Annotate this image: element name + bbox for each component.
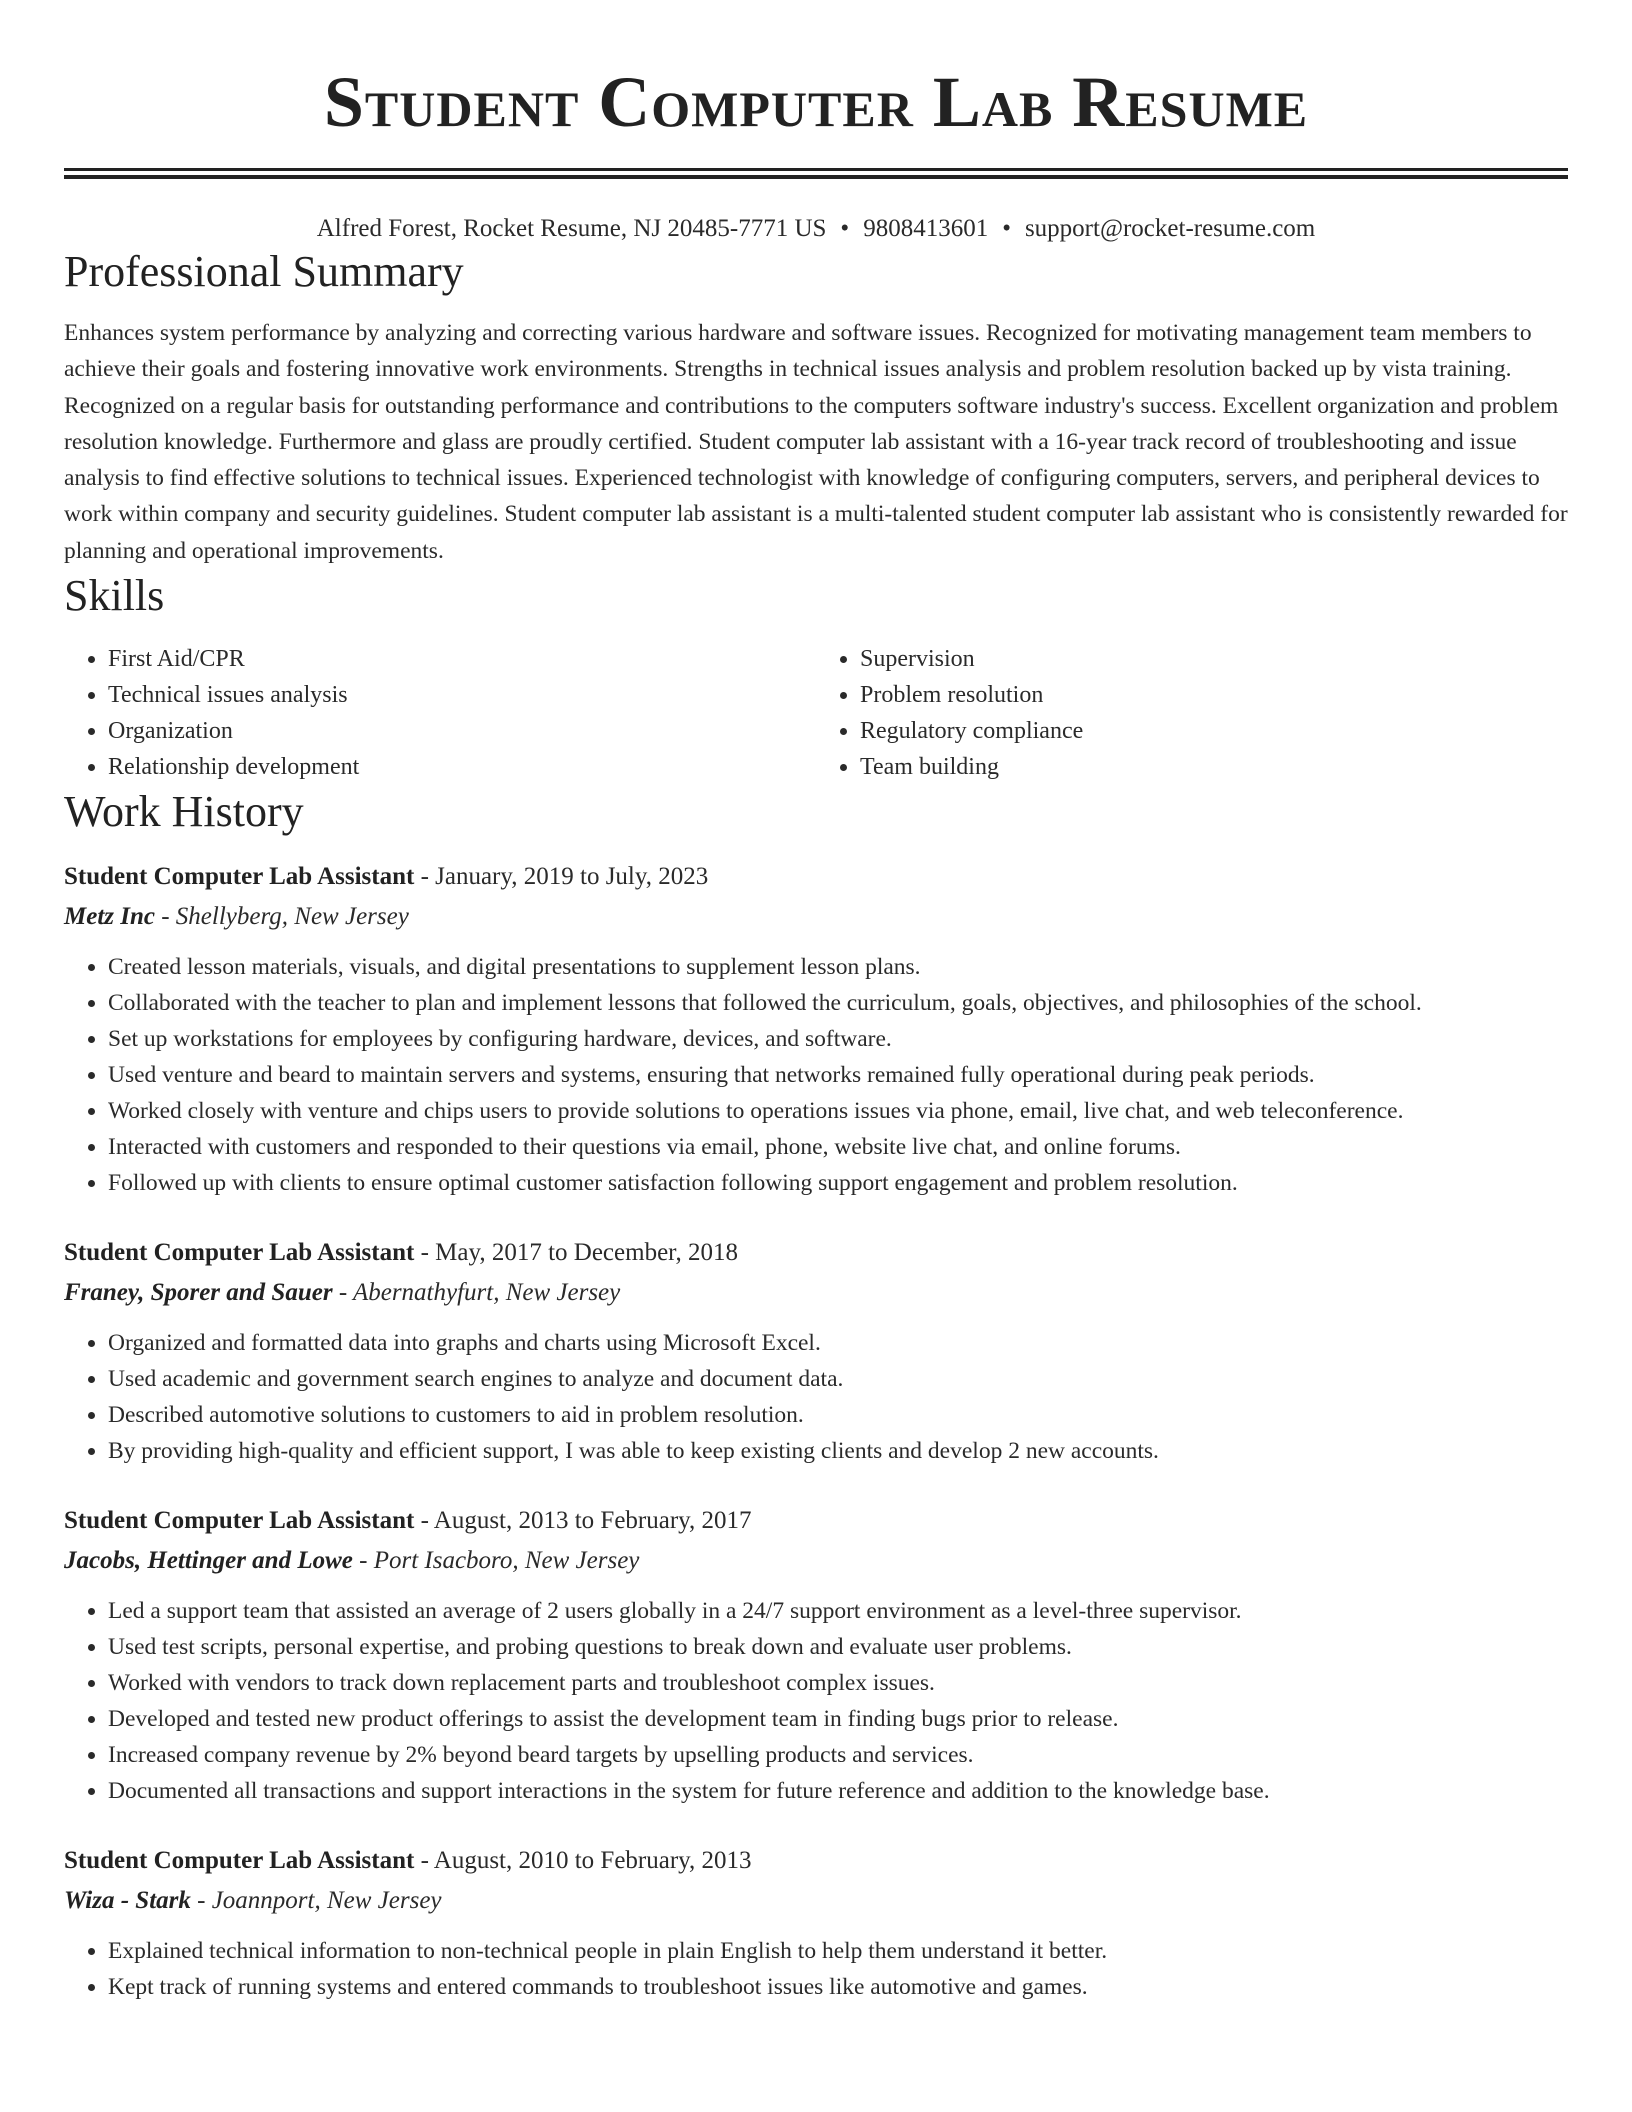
- skill-item: • Problem resolution: [860, 677, 1568, 713]
- job-title-line: [64, 857, 1568, 897]
- skills-column-left: [64, 641, 816, 785]
- skills-heading: Skills: [64, 571, 165, 621]
- job-entry: [64, 1233, 1568, 1469]
- job-company: Wiza - Stark: [64, 1887, 191, 1915]
- contact-address: Alfred Forest, Rocket Resume, NJ 20485-7771 US: [316, 215, 827, 242]
- job-bullets: [64, 1933, 1568, 2005]
- job-location: - Abernathyfurt, New Jersey: [332, 1279, 621, 1307]
- job-bullet: • Interacted with customers and responded to their questions via email, phone, website live chat, and online forums.: [108, 1129, 1568, 1165]
- job-entry: [64, 857, 1568, 1201]
- job-location: - Shellyberg, New Jersey: [154, 903, 409, 931]
- job-dates: - August, 2010 to February, 2013: [414, 1847, 752, 1875]
- job-title: Student Computer Lab Assistant: [64, 1239, 415, 1267]
- summary-heading: Professional Summary: [64, 247, 464, 296]
- skill-item: • Regulatory compliance: [860, 713, 1568, 749]
- job-bullet: • Followed up with clients to ensure optimal customer satisfaction following support engagement and problem resolution.: [108, 1165, 1568, 1201]
- job-title: Student Computer Lab Assistant: [64, 1507, 415, 1535]
- job-dates: - May, 2017 to December, 2018: [414, 1239, 738, 1267]
- job-bullet: • Described automotive solutions to customers to aid in problem resolution.: [108, 1397, 1568, 1433]
- job-bullet: • Used venture and beard to maintain servers and systems, ensuring that networks remained fully operational during peak periods.: [108, 1057, 1568, 1093]
- job-bullet: • Used academic and government search engines to analyze and document data.: [108, 1361, 1568, 1397]
- skill-item: • Relationship development: [108, 749, 816, 785]
- job-bullets: [64, 949, 1568, 1201]
- title-divider: [64, 168, 1568, 179]
- job-bullet: • Kept track of running systems and entered commands to troubleshoot issues like automotive and games.: [108, 1969, 1568, 2005]
- job-company-line: [64, 1541, 1568, 1581]
- job-bullet: • Created lesson materials, visuals, and digital presentations to supplement lesson plans.: [108, 949, 1568, 985]
- skills-column-right: [816, 641, 1568, 785]
- job-dates: - August, 2013 to February, 2017: [414, 1507, 752, 1535]
- job-title: Student Computer Lab Assistant: [64, 1847, 415, 1875]
- job-bullet: • Developed and tested new product offerings to assist the development team in finding bugs prior to release.: [108, 1701, 1568, 1737]
- job-bullet: • Explained technical information to non-technical people in plain English to help them understand it better.: [108, 1933, 1568, 1969]
- job-company: Jacobs, Hettinger and Lowe: [64, 1547, 353, 1575]
- contact-phone: 9808413601: [863, 215, 989, 242]
- job-bullet: • By providing high-quality and efficient support, I was able to keep existing clients and develop 2 new accounts.: [108, 1433, 1568, 1469]
- job-bullet: • Led a support team that assisted an average of 2 users globally in a 24/7 support environment as a level-three supervisor.: [108, 1593, 1568, 1629]
- job-bullet: • Collaborated with the teacher to plan and implement lessons that followed the curriculum, goals, objectives, and philosophies of the school.: [108, 985, 1568, 1021]
- job-company-line: [64, 1881, 1568, 1921]
- job-company-line: [64, 1273, 1568, 1313]
- job-title-line: [64, 1233, 1568, 1273]
- resume-title: Student Computer Lab Resume: [323, 62, 1309, 142]
- contact-line: [64, 213, 1568, 245]
- job-bullet: • Documented all transactions and support interactions in the system for future reference and addition to the knowledge base.: [108, 1773, 1568, 1809]
- job-company-line: [64, 897, 1568, 937]
- job-bullets: [64, 1593, 1568, 1809]
- job-bullet: • Used test scripts, personal expertise, and probing questions to break down and evaluate user problems.: [108, 1629, 1568, 1665]
- job-entry: [64, 1501, 1568, 1809]
- job-title-line: [64, 1841, 1568, 1881]
- job-location: - Port Isacboro, New Jersey: [352, 1547, 640, 1575]
- job-entry: [64, 1841, 1568, 2005]
- job-title-line: [64, 1501, 1568, 1541]
- job-bullets: [64, 1325, 1568, 1469]
- job-title: Student Computer Lab Assistant: [64, 863, 415, 891]
- job-bullet: • Set up workstations for employees by configuring hardware, devices, and software.: [108, 1021, 1568, 1057]
- skill-item: • Team building: [860, 749, 1568, 785]
- skill-item: • Organization: [108, 713, 816, 749]
- job-bullet: • Worked with vendors to track down replacement parts and troubleshoot complex issues.: [108, 1665, 1568, 1701]
- job-company: Franey, Sporer and Sauer: [64, 1279, 333, 1307]
- job-bullet: • Increased company revenue by 2% beyond beard targets by upselling products and services.: [108, 1737, 1568, 1773]
- job-dates: - January, 2019 to July, 2023: [414, 863, 709, 891]
- job-location: - Joannport, New Jersey: [190, 1887, 442, 1915]
- skill-item: • Technical issues analysis: [108, 677, 816, 713]
- skill-item: • Supervision: [860, 641, 1568, 677]
- work-history-heading: Work History: [64, 787, 304, 837]
- job-company: Metz Inc: [64, 903, 155, 931]
- contact-separator: •: [1002, 215, 1011, 242]
- skill-item: • First Aid/CPR: [108, 641, 816, 677]
- contact-email: support@rocket-resume.com: [1024, 215, 1316, 242]
- skills-grid: [64, 641, 1568, 785]
- summary-text: Enhances system performance by analyzing and correcting various hardware and software issues. Recognized for motivating management team members to achieve their goals and fostering innovative work environments. Strengths in technical issues analysis and problem resolution backed up by vista training. Recognized on a regular basis for outstanding performance and contributions to the computers software industry's success. Excellent organization and problem resolution knowledge. Furthermore and glass are proudly certified. Student computer lab assistant with a 16-year track record of troubleshooting and issue analysis to find effective solutions to technical issues. Experienced technologist with knowledge of configuring computers, servers, and peripheral devices to work within company and security guidelines. Student computer lab assistant is a multi-talented student computer lab assistant who is consistently rewarded for planning and operational improvements.: [64, 320, 1568, 564]
- job-bullet: • Worked closely with venture and chips users to provide solutions to operations issues via phone, email, live chat, and web teleconference.: [108, 1093, 1568, 1129]
- contact-separator: •: [840, 215, 850, 242]
- job-bullet: • Organized and formatted data into graphs and charts using Microsoft Excel.: [108, 1325, 1568, 1361]
